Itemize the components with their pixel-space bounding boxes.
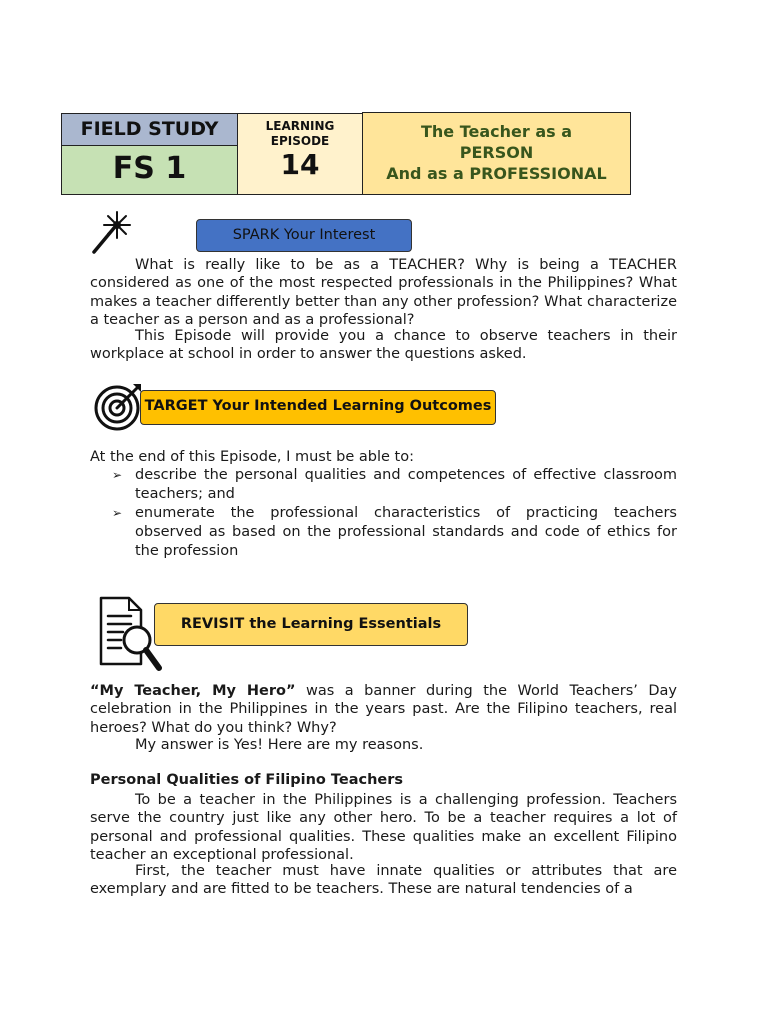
- target-intro: At the end of this Episode, I must be able to:: [90, 449, 414, 465]
- list-item: [90, 466, 677, 504]
- learning-episode-label-line2: EPISODE: [270, 134, 330, 148]
- qualities-paragraph-2: First, the teacher must have innate qualities or attributes that are exemplary and are fitted to be teachers. These are natural tendencies of a: [90, 863, 677, 898]
- target-banner: TARGET Your Intended Learning Outcomes: [140, 390, 496, 425]
- list-item: [90, 504, 677, 561]
- learning-episode-number: 14: [280, 148, 320, 181]
- bullet-arrow-icon: ➢: [112, 506, 123, 520]
- learning-episode-cell: [237, 113, 363, 195]
- bullet-arrow-icon: ➢: [112, 468, 123, 482]
- episode-title-line1: The Teacher as a: [420, 122, 573, 141]
- revisit-paragraph-text: was a banner during the World Teachers’ Day celebration in the Philippines in the years past. Are the Filipino teachers, real heroes? What do you think? Why?: [90, 683, 678, 736]
- revisit-banner: REVISIT the Learning Essentials: [154, 603, 468, 646]
- learning-episode-label-line1: LEARNING: [265, 119, 335, 133]
- field-study-code: FS 1: [61, 145, 238, 195]
- banner-quote: “My Teacher, My Hero”: [90, 683, 296, 699]
- section-heading: Personal Qualities of Filipino Teachers: [90, 772, 404, 788]
- episode-title-line2: PERSON: [459, 143, 534, 162]
- list-item-text: enumerate the professional characteristics of practicing teachers observed as based on the professional standards and code of ethics for the profession: [135, 505, 677, 559]
- target-outcomes-list: [90, 466, 677, 561]
- episode-title-line3: And as a PROFESSIONAL: [386, 164, 607, 183]
- episode-title: [362, 112, 631, 195]
- target-icon: [93, 380, 145, 432]
- qualities-paragraph-1: To be a teacher in the Philippines is a challenging profession. Teachers serve the country just like any other hero. To be a teacher requires a lot of personal and professional qualities. These qualities make an excellent Filipino teacher an exceptional professional.: [90, 792, 677, 863]
- spark-paragraph-2: This Episode will provide you a chance to observe teachers in their workplace at school in order to answer the questions asked.: [90, 328, 677, 363]
- revisit-answer: My answer is Yes! Here are my reasons.: [135, 737, 424, 753]
- magic-wand-icon: [90, 208, 134, 256]
- field-study-label: FIELD STUDY: [61, 113, 238, 146]
- spark-paragraph-1: What is really like to be as a TEACHER? Why is being a TEACHER considered as one of the most respected professionals in the Philippines? What makes a teacher differently better than any other profession? What characterize a teacher as a person and as a professional?: [90, 257, 677, 328]
- revisit-paragraph: [90, 682, 677, 737]
- learning-episode-label: [238, 119, 362, 149]
- spark-banner: SPARK Your Interest: [196, 219, 412, 252]
- list-item-text: describe the personal qualities and competences of effective classroom teachers; and: [135, 467, 677, 502]
